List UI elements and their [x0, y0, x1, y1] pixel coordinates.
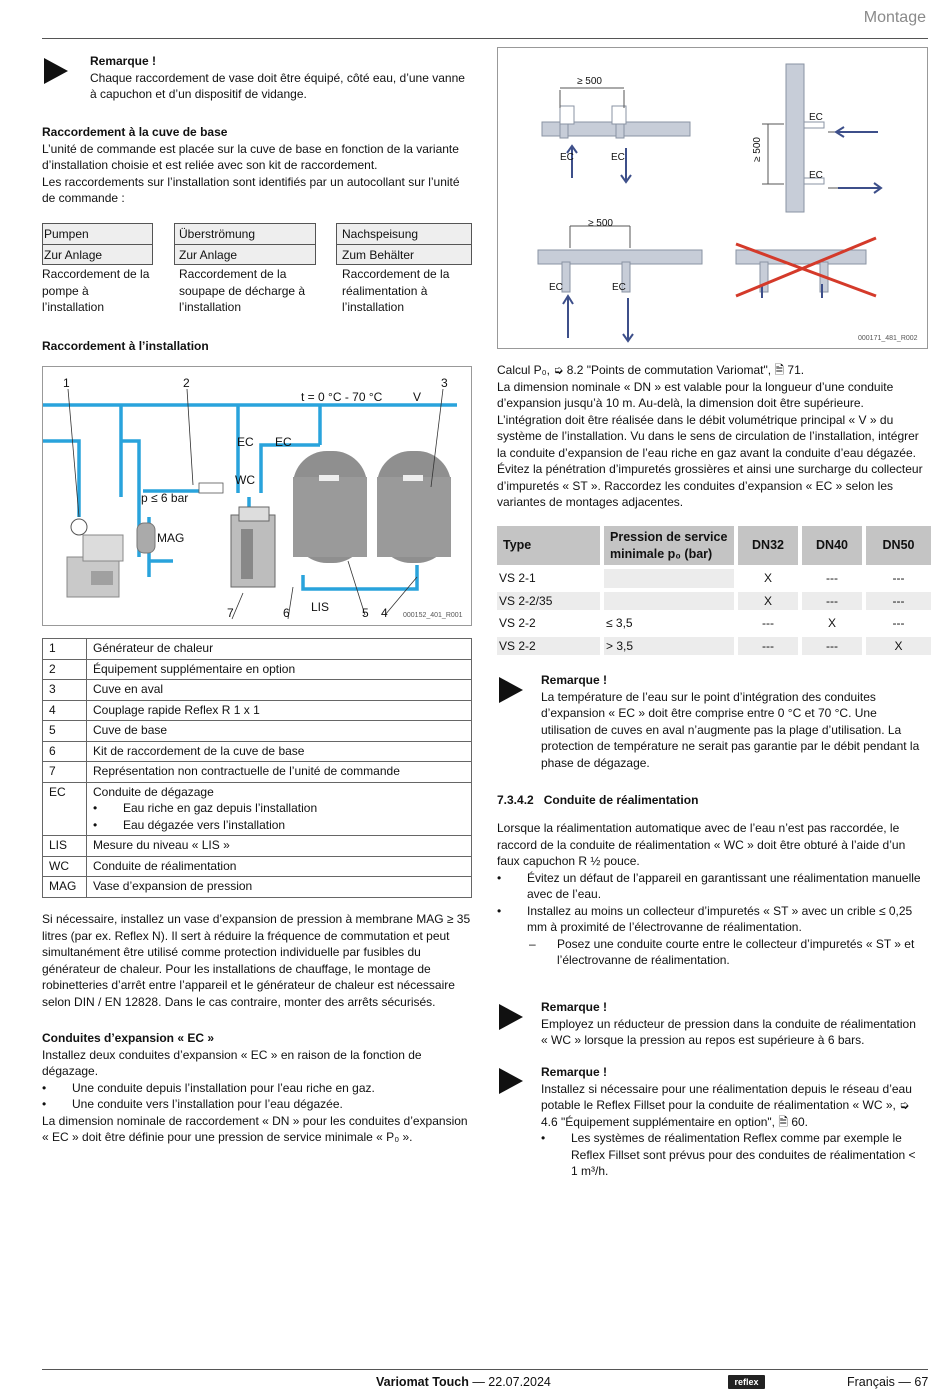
- legend-cell: [87, 782, 472, 836]
- base-connection-section: [42, 124, 472, 207]
- paragraph: La dimension nominale « DN » est valable pour la longueur d’une conduite d’expansion jusqu’à 10 m. Au-delà, la dimension doit être supérieure. L’intégration doit être réalisée dans le débit volumétrique principal « V » du système de l’installation. Vu dans le sens de circulation de l’installation, intégrer la conduite d’expansion de l’eau riche en gaz avant la conduite d’eau dégazée.: [497, 379, 919, 460]
- legend-text: Conduite de dégazage: [93, 784, 214, 799]
- paragraph-mag: Si nécessaire, installez un vase d’expansion de pression à membrane MAG ≥ 35 litres (par ex. Reflex N). Il sert à réduire la fréquence de commutation et peut simultanément être utilisé comme protection individuelle par fusibles du générateur de chaleur. Pour les installations de chauffage, le montage de robinetteries d’arrêt entre l’appareil et le générateur de chaleur est nécessaire selon DIN / EN 12828. Dans le cas contraire, monter des arrêts sécurisés.: [42, 912, 471, 1009]
- footer-divider: [42, 1369, 928, 1370]
- subsection-title: Conduite de réalimentation: [543, 793, 699, 807]
- ec-lines-section: [42, 1030, 472, 1146]
- table-cell: X: [864, 635, 931, 656]
- note-text: La température de l’eau sur le point d’intégration des conduites d’expansion « EC » doit être comprise entre 0 °C et 70 °C. Une utilisation de cuves en aval n’augmente pas la plage d’utilisation. La protection de température ne serait pas garantie par le débit pendant la phase de dégazage.: [541, 689, 920, 770]
- wc-label: WC: [235, 473, 255, 487]
- ec-label: EC: [560, 152, 574, 163]
- table-cell: ---: [800, 635, 864, 656]
- note-text: Installez si nécessaire pour une réalimentation depuis le réseau d’eau potable le Reflex Fillset pour la conduite de réalimentation « WC », ➭ 4.6 "Équipement supplémentaire en option", 🗎 60.: [541, 1081, 912, 1129]
- legend-key: 1: [43, 639, 87, 660]
- table-row: [497, 635, 931, 656]
- table-cell: ≤ 3,5: [602, 612, 736, 635]
- table-row: [43, 639, 472, 660]
- pipe-variants-svg: [498, 48, 927, 348]
- sticker-line: Zum Behälter: [337, 244, 471, 264]
- note-arrow-icon: [499, 1004, 523, 1030]
- legend-key: 5: [43, 721, 87, 742]
- sticker-line: Pumpen: [44, 227, 89, 241]
- cross-reference[interactable]: Calcul P₀, ➭ 8.2 "Points de commutation Variomat", 🗎 71.: [497, 363, 805, 377]
- dimension-label: ≥ 500: [588, 218, 613, 229]
- temperature-range-label: t = 0 °C - 70 °C: [301, 390, 383, 404]
- table-row: [43, 836, 472, 857]
- note-text: Chaque raccordement de vase doit être équipé, côté eau, d’une vanne à capuchon et d’un dispositif de vidange.: [90, 70, 465, 101]
- paragraph: L’unité de commande est placée sur la cuve de base en fonction de la variante d’installation choisie et est reliée avec son kit de raccordement.: [42, 141, 459, 172]
- footer-page: [847, 1374, 928, 1391]
- ec-label: EC: [611, 152, 625, 163]
- callout-5: 5: [362, 606, 369, 620]
- table-row: [43, 856, 472, 877]
- note-4: [541, 1064, 921, 1180]
- column-header: DN50: [864, 526, 931, 567]
- subsection-number: 7.3.4.2: [497, 793, 534, 807]
- downstream-tank: [377, 451, 451, 563]
- note-arrow-icon: [499, 1068, 523, 1094]
- note-title: Remarque !: [90, 54, 157, 68]
- note-1: [90, 53, 470, 103]
- heat-generator: [67, 519, 123, 597]
- pipe-variants-figure: [497, 47, 928, 349]
- document-date: — 22.07.2024: [472, 1375, 551, 1389]
- sticker-desc: Raccordement de la réalimentation à l’installation: [342, 267, 450, 314]
- legend-text: Générateur de chaleur: [87, 639, 472, 660]
- section-heading: Conduites d’expansion « EC »: [42, 1031, 215, 1045]
- legend-text: Couplage rapide Reflex R 1 x 1: [87, 700, 472, 721]
- product-name: Variomat Touch: [376, 1375, 469, 1389]
- mag-label: MAG: [157, 531, 185, 545]
- sticker-line: Nachspeisung: [342, 227, 419, 241]
- ec-label: EC: [275, 435, 292, 449]
- figure-code: 000152_401_R001: [403, 612, 463, 619]
- table-cell: VS 2-2: [497, 612, 602, 635]
- pressure-label: p ≤ 6 bar: [141, 491, 189, 505]
- table-cell: ---: [736, 612, 800, 635]
- list-item: • Installez au moins un collecteur d’impuretés « ST » avec un crible ≤ 0,25 mm à proximité de l’électrovanne de réalimentation.: [497, 903, 927, 936]
- list-item: • Évitez un défaut de l’appareil en garantissant une réalimentation manuelle avec de l’eau.: [497, 870, 927, 903]
- table-cell: ---: [864, 590, 931, 613]
- legend-text: Cuve de base: [87, 721, 472, 742]
- table-cell: [602, 590, 736, 613]
- list-item: • Une conduite vers l’installation pour l’eau dégazée.: [42, 1096, 472, 1113]
- ec-label: EC: [809, 112, 823, 123]
- note-title: Remarque !: [541, 1000, 608, 1014]
- legend-key: 2: [43, 659, 87, 680]
- table-row: [43, 762, 472, 783]
- pipe-joints: [560, 106, 824, 184]
- lis-label: LIS: [311, 600, 330, 614]
- legend-key: 6: [43, 741, 87, 762]
- legend-text: Équipement supplémentaire en option: [87, 659, 472, 680]
- page-section-title: Montage: [863, 9, 926, 26]
- table-cell: ---: [736, 635, 800, 656]
- section-heading: Raccordement à l’installation: [42, 339, 209, 353]
- list-subitem: – Posez une conduite courte entre le collecteur d’impuretés « ST » et l’électrovanne de réalimentation.: [497, 936, 927, 969]
- list-item: • Une conduite depuis l’installation pour l’eau riche en gaz.: [42, 1080, 472, 1097]
- legend-table: [42, 638, 472, 898]
- table-row: [43, 680, 472, 701]
- legend-key: LIS: [43, 836, 87, 857]
- ec-label: EC: [612, 282, 626, 293]
- sticker-desc: Raccordement de la pompe à l’installation: [42, 267, 150, 314]
- table-row: [43, 721, 472, 742]
- table-cell: VS 2-1: [497, 567, 602, 590]
- paragraph: La dimension nominale de raccordement « DN » pour les conduites d’expansion « EC » doit être définie pour une pression de service minimale « P₀ ».: [42, 1113, 468, 1144]
- dimension-label: ≥ 500: [577, 76, 602, 87]
- table-cell: ---: [800, 590, 864, 613]
- column-header: Type: [497, 526, 602, 567]
- callout-2: 2: [183, 376, 190, 390]
- paragraph: Lorsque la réalimentation automatique avec de l’eau n’est pas raccordée, le raccord de la conduite de réalimentation « WC » doit être obturé à l’aide d’un faux capuchon R ½ pouce.: [497, 821, 906, 868]
- installation-diagram: [42, 366, 472, 626]
- table-row: [497, 567, 931, 590]
- list-item: • Les systèmes de réalimentation Reflex comme par exemple le Reflex Fillset sont prévus pour des conduites de réalimentation < 1 m³/h.: [541, 1130, 921, 1180]
- table-row: [497, 612, 931, 635]
- ec-label: EC: [549, 282, 563, 293]
- section-heading: Raccordement à la cuve de base: [42, 125, 228, 139]
- sticker-label-makeup: [336, 223, 472, 265]
- column-header: Pression de service minimale p₀ (bar): [602, 526, 736, 567]
- note-title: Remarque !: [541, 1065, 608, 1079]
- legend-key: 4: [43, 700, 87, 721]
- column-header: DN32: [736, 526, 800, 567]
- footer-product: [376, 1374, 551, 1391]
- note-arrow-icon: [44, 58, 68, 84]
- paragraph: Évitez la pénétration d’impuretés grossières et ainsi une surcharge du collecteur d’impuretés « ST ». Raccordez les conduites d’expansion « EC » selon les variantes de montages adjacentes.: [497, 462, 923, 509]
- callout-6: 6: [283, 606, 290, 620]
- table-row: [43, 877, 472, 898]
- table-cell: VS 2-2: [497, 635, 602, 656]
- callout-3: 3: [441, 376, 448, 390]
- sticker-line: Zur Anlage: [175, 244, 315, 264]
- table-cell: [602, 567, 736, 590]
- subsection-heading: [497, 792, 698, 809]
- prohibited-cross-icon: [736, 238, 876, 296]
- sticker-desc: Raccordement de la soupape de décharge à l’installation: [179, 267, 306, 314]
- table-row: [43, 659, 472, 680]
- table-cell: X: [736, 567, 800, 590]
- note-3: [541, 999, 921, 1049]
- callout-1: 1: [63, 376, 70, 390]
- reflex-logo: reflex: [728, 1375, 765, 1389]
- legend-key: MAG: [43, 877, 87, 898]
- base-tank: [293, 451, 367, 563]
- ec-label: EC: [809, 170, 823, 181]
- makeup-section: [497, 820, 927, 969]
- figure-code: 000171_481_R002: [858, 335, 918, 342]
- sticker-label-pumps: [42, 223, 153, 265]
- legend-text: Vase d’expansion de pression: [87, 877, 472, 898]
- paragraph: Les raccordements sur l’installation sont identifiés par un autocollant sur l’unité de commande :: [42, 174, 460, 205]
- sticker-line: Zur Anlage: [43, 244, 152, 264]
- note-text: Employez un réducteur de pression dans la conduite de réalimentation « WC » lorsque la pression au repos est supérieure à 6 bars.: [541, 1016, 916, 1047]
- mag-vessel: [137, 523, 155, 553]
- legend-text: Conduite de réalimentation: [87, 856, 472, 877]
- legend-key: WC: [43, 856, 87, 877]
- header-divider: [42, 38, 928, 39]
- ec-notes-text: [497, 362, 927, 511]
- legend-bullet: • Eau riche en gaz depuis l’installation: [93, 800, 465, 817]
- note-title: Remarque !: [541, 673, 608, 687]
- legend-key: 7: [43, 762, 87, 783]
- language: Français: [847, 1375, 895, 1389]
- page-number: — 67: [898, 1375, 929, 1389]
- flow-label: V: [413, 390, 422, 404]
- table-cell: ---: [864, 567, 931, 590]
- table-cell: ---: [800, 567, 864, 590]
- ec-label: EC: [237, 435, 254, 449]
- table-header-row: [497, 526, 931, 567]
- legend-text: Cuve en aval: [87, 680, 472, 701]
- legend-text: Représentation non contractuelle de l’unité de commande: [87, 762, 472, 783]
- table-cell: X: [800, 612, 864, 635]
- legend-bullet: • Eau dégazée vers l’installation: [93, 817, 465, 834]
- table-row: [43, 782, 472, 836]
- dimension-label: ≥ 500: [752, 137, 763, 162]
- table-row: [43, 741, 472, 762]
- legend-text: Mesure du niveau « LIS »: [87, 836, 472, 857]
- table-cell: VS 2-2/35: [497, 590, 602, 613]
- note-2: [541, 672, 921, 771]
- installation-diagram-svg: [43, 367, 471, 625]
- column-header: DN40: [800, 526, 864, 567]
- table-row: [497, 590, 931, 613]
- dn-table: [497, 526, 931, 655]
- sticker-label-overflow: [174, 223, 316, 265]
- control-unit: [231, 507, 275, 587]
- legend-key: EC: [43, 782, 87, 836]
- legend-text: Kit de raccordement de la cuve de base: [87, 741, 472, 762]
- table-row: [43, 700, 472, 721]
- table-cell: X: [736, 590, 800, 613]
- legend-key: 3: [43, 680, 87, 701]
- callout-7: 7: [227, 606, 234, 620]
- callout-4: 4: [381, 606, 388, 620]
- sticker-line: Überströmung: [179, 227, 256, 241]
- pressure-reducer: [199, 483, 223, 493]
- table-cell: ---: [864, 612, 931, 635]
- paragraph: Installez deux conduites d’expansion « EC » en raison de la fonction de dégazage.: [42, 1047, 422, 1078]
- table-cell: > 3,5: [602, 635, 736, 656]
- note-arrow-icon: [499, 677, 523, 703]
